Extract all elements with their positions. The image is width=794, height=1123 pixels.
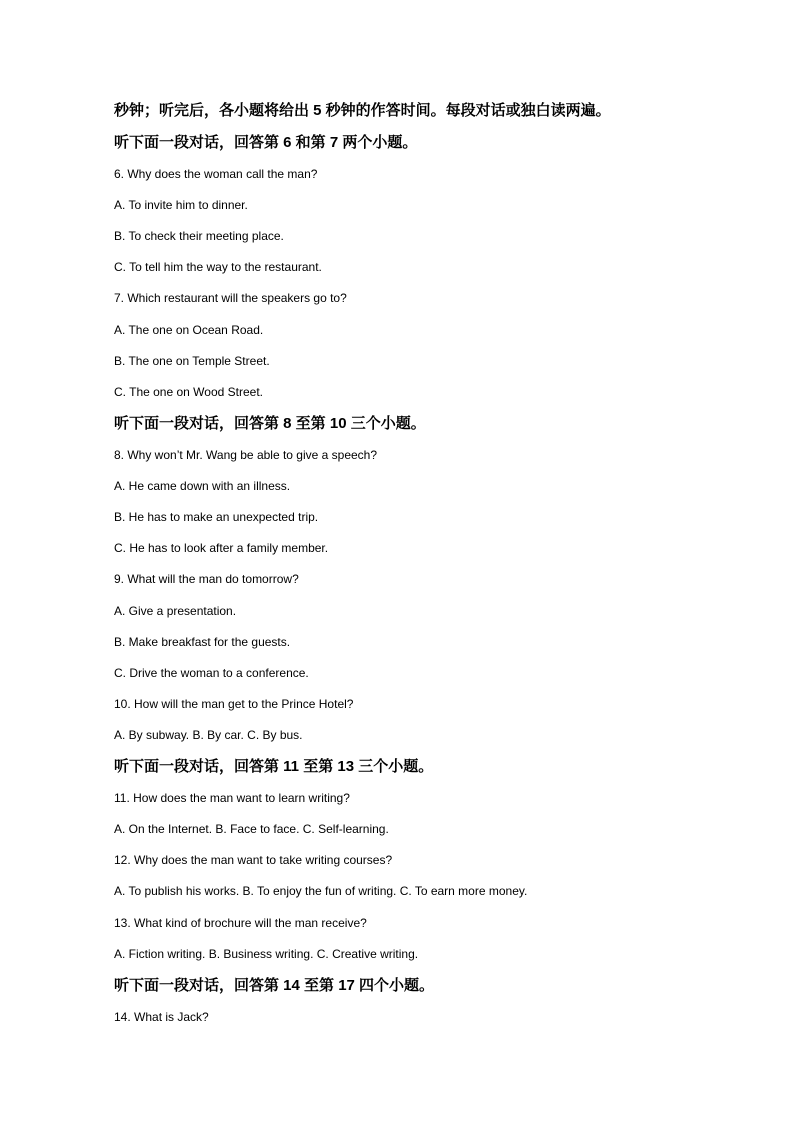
answer-options: A. Fiction writing. B. Business writing. C. Creative writing. bbox=[114, 947, 419, 961]
answer-option: C. The one on Wood Street. bbox=[114, 385, 263, 399]
answer-option: A. He came down with an illness. bbox=[114, 479, 291, 493]
question-text: 9. What will the man do tomorrow? bbox=[114, 572, 299, 586]
question-text: 6. Why does the woman call the man? bbox=[114, 167, 318, 181]
answer-option: B. He has to make an unexpected trip. bbox=[114, 510, 319, 524]
answer-option: A. The one on Ocean Road. bbox=[114, 323, 264, 337]
answer-option: A. To invite him to dinner. bbox=[114, 198, 248, 212]
question-text: 10. How will the man get to the Prince Hotel? bbox=[114, 697, 354, 711]
answer-options: A. By subway. B. By car. C. By bus. bbox=[114, 728, 303, 742]
question-text: 13. What kind of brochure will the man receive? bbox=[114, 916, 367, 930]
answer-options: A. On the Internet. B. Face to face. C. Self-learning. bbox=[114, 822, 389, 836]
section-heading: 听下面一段对话，回答第 14 至第 17 四个小题。 bbox=[114, 977, 435, 994]
section-heading: 听下面一段对话，回答第 8 至第 10 三个小题。 bbox=[114, 415, 426, 432]
section-heading: 听下面一段对话，回答第 11 至第 13 三个小题。 bbox=[114, 758, 434, 775]
answer-option: C. He has to look after a family member. bbox=[114, 541, 329, 555]
answer-options: A. To publish his works. B. To enjoy the fun of writing. C. To earn more money. bbox=[114, 884, 528, 898]
question-text: 8. Why won’t Mr. Wang be able to give a speech? bbox=[114, 448, 378, 462]
answer-option: B. The one on Temple Street. bbox=[114, 354, 270, 368]
question-text: 12. Why does the man want to take writing courses? bbox=[114, 853, 393, 867]
question-text: 14. What is Jack? bbox=[114, 1010, 209, 1024]
question-text: 11. How does the man want to learn writing? bbox=[114, 791, 350, 805]
answer-option: A. Give a presentation. bbox=[114, 604, 237, 618]
answer-option: C. To tell him the way to the restaurant. bbox=[114, 260, 322, 274]
answer-option: C. Drive the woman to a conference. bbox=[114, 666, 309, 680]
answer-option: B. Make breakfast for the guests. bbox=[114, 635, 291, 649]
answer-option: B. To check their meeting place. bbox=[114, 229, 284, 243]
section-heading: 听下面一段对话，回答第 6 和第 7 两个小题。 bbox=[114, 134, 418, 151]
question-text: 7. Which restaurant will the speakers go to? bbox=[114, 291, 347, 305]
instruction-text: 秒钟；听完后，各小题将给出 5 秒钟的作答时间。每段对话或独白读两遍。 bbox=[114, 102, 611, 119]
